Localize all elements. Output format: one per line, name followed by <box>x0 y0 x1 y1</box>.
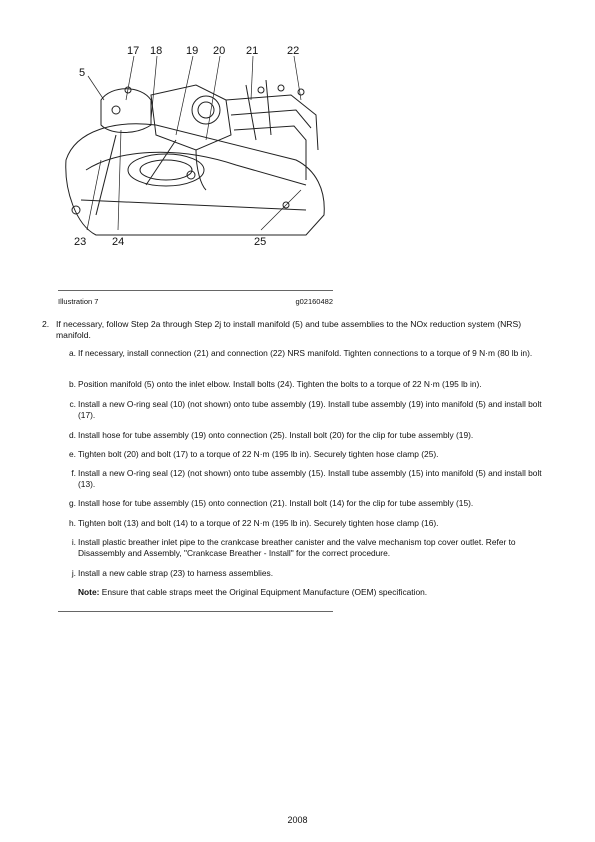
page-number: 2008 <box>287 815 308 825</box>
callout-24: 24 <box>112 236 125 248</box>
substep-letter: d. <box>69 430 76 440</box>
caption-id: g02160482 <box>295 297 333 306</box>
callout-21: 21 <box>246 45 259 57</box>
substep-text: If necessary, install connection (21) and connection (22) NRS manifold. Tighten connections to a torque of 9 N·m (80 lb in). <box>78 348 533 358</box>
note-text: Ensure that cable straps meet the Original Equipment Manufacture (OEM) specification. <box>101 587 428 597</box>
substep-text: Install a new O-ring seal (10) (not shown) onto tube assembly (19). Install tube assembly (19) into manifold (5) and install bolt (17). <box>78 399 542 420</box>
note <box>78 587 548 597</box>
substep-text: Install hose for tube assembly (19) onto connection (25). Install bolt (20) for the clip for tube assembly (19). <box>78 430 474 440</box>
substep-text: Install a new cable strap (23) to harness assemblies. <box>78 568 274 578</box>
substep-letter: c. <box>69 399 76 409</box>
substep-letter: h. <box>69 518 76 528</box>
callout-22: 22 <box>287 45 300 57</box>
callout-17: 17 <box>127 45 140 57</box>
substep-text: Tighten bolt (20) and bolt (17) to a torque of 22 N·m (195 lb in). Securely tighten hose clamp (25). <box>78 449 439 459</box>
callout-23: 23 <box>74 236 87 248</box>
substep-text: Install hose for tube assembly (15) onto connection (21). Install bolt (14) for the clip for tube assembly (15). <box>78 498 474 508</box>
substep-letter: b. <box>69 379 76 389</box>
step-number: 2. <box>42 319 50 329</box>
caption-top-rule <box>58 290 333 291</box>
engine-line-drawing <box>56 40 336 270</box>
step-text: If necessary, follow Step 2a through Step 2j to install manifold (5) and tube assemblies to the NOx reduction system (NRS) manifold. <box>56 319 522 340</box>
substep-letter: f. <box>71 468 76 478</box>
section-bottom-rule <box>58 611 333 612</box>
callout-20: 20 <box>213 45 226 57</box>
substep-text: Install plastic breather inlet pipe to the crankcase breather canister and the valve mechanism top cover outlet. Refer to Disassembly and Assembly, "Crankcase Breather - Install" for the correct procedure. <box>78 537 516 558</box>
callout-18: 18 <box>150 45 163 57</box>
engine-illustration <box>56 40 336 270</box>
caption-label: Illustration 7 <box>58 297 99 306</box>
substep-text: Position manifold (5) onto the inlet elbow. Install bolts (24). Tighten the bolts to a torque of 22 N·m (195 lb in). <box>78 379 482 389</box>
callout-5: 5 <box>79 67 86 79</box>
substep-letter: i. <box>71 537 76 547</box>
substep-letter: e. <box>69 449 76 459</box>
substep-text: Tighten bolt (13) and bolt (14) to a torque of 22 N·m (195 lb in). Securely tighten hose clamp (16). <box>78 518 439 528</box>
note-label: Note: <box>78 587 100 597</box>
callout-19: 19 <box>186 45 199 57</box>
substep-text: Install a new O-ring seal (12) (not shown) onto tube assembly (15). Install tube assembly (15) into manifold (5) and install bolt (13). <box>78 468 542 489</box>
substep-letter: g. <box>69 498 76 508</box>
substep-letter: j. <box>71 568 76 578</box>
callout-25: 25 <box>254 236 267 248</box>
substep-letter: a. <box>69 348 76 358</box>
